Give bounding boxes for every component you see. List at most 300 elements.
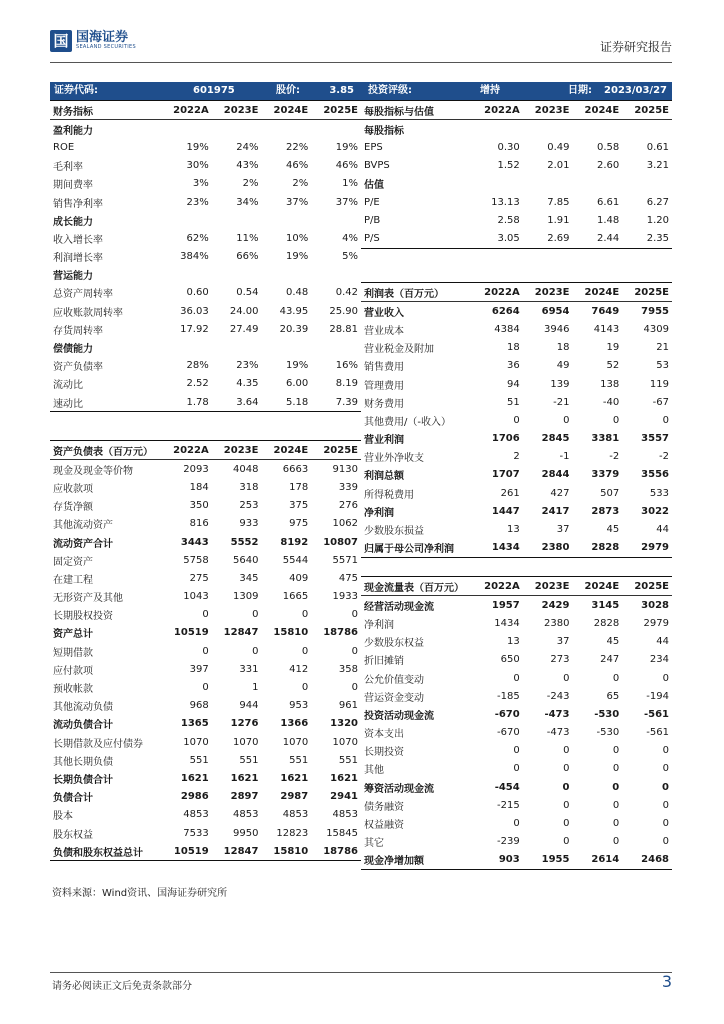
row-label: 成长能力 (53, 216, 93, 228)
cell-value: 18 (556, 342, 570, 354)
cell-value: 0 (662, 799, 669, 811)
table-row (50, 393, 361, 412)
cell-value: 30% (186, 160, 209, 172)
report-type: 证券研究报告 (599, 40, 672, 54)
cell-value: 0 (351, 682, 358, 694)
cell-value: 3443 (180, 536, 209, 548)
cell-value: 49 (556, 360, 570, 372)
table-row (50, 229, 361, 247)
cell-value: 24.00 (229, 305, 259, 317)
row-label: P/E (364, 196, 380, 208)
cell-value: 46% (335, 160, 358, 172)
table-row (50, 751, 361, 769)
row-label: 流动资产合计 (53, 538, 113, 550)
table-title: 资产负债表（百万元） (50, 441, 162, 460)
cell-value: 138 (600, 378, 620, 390)
row-label: 现金及现金等价物 (53, 465, 133, 477)
table-row (361, 633, 672, 651)
code-value: 601975 (193, 85, 235, 96)
cell-value: 2.58 (497, 214, 520, 226)
cell-value: 2897 (230, 791, 259, 803)
cell-value: 13 (506, 636, 520, 648)
table-row (50, 284, 361, 302)
cell-value: -530 (596, 727, 620, 739)
cell-value: 37% (335, 196, 358, 208)
cell-value: 944 (239, 700, 259, 712)
row-label: 长期借款及应付债券 (53, 738, 143, 750)
cell-value: 409 (289, 572, 309, 584)
cell-value: 3145 (591, 599, 620, 611)
table-row (361, 466, 672, 484)
table-row (361, 851, 672, 870)
cell-value: 1062 (332, 518, 358, 530)
table-row (50, 460, 361, 479)
cell-value: 0 (301, 682, 309, 694)
table-row (361, 814, 672, 832)
table-row (50, 824, 361, 842)
cell-value: 3946 (544, 323, 570, 335)
cell-value: 1043 (183, 591, 209, 603)
table-header-row (50, 101, 361, 120)
table-row (50, 375, 361, 393)
cell-value (162, 120, 212, 139)
cell-value: -561 (646, 727, 669, 739)
cell-value: 4% (342, 232, 358, 244)
table-title: 现金流量表（百万元） (361, 577, 473, 596)
column-header: 2023E (212, 441, 262, 460)
cell-value: -473 (544, 708, 570, 720)
table-header-row (50, 441, 361, 460)
cell-value (212, 338, 262, 356)
cell-value: -670 (494, 708, 520, 720)
row-label: 负债和股东权益总计 (50, 842, 162, 861)
cell-value: 0 (563, 836, 570, 848)
row-label: 营运资金变动 (364, 692, 424, 704)
cell-value: 412 (289, 663, 309, 675)
cell-value: 961 (338, 700, 358, 712)
cell-value: 9950 (233, 827, 259, 839)
cell-value: 28% (186, 360, 209, 372)
row-label: 资产负债率 (53, 362, 103, 374)
table-row (361, 229, 672, 248)
cell-value: 0 (612, 781, 620, 793)
row-label: 收入增长率 (53, 234, 103, 246)
cell-value: 65 (606, 690, 620, 702)
table-row (50, 569, 361, 587)
table-row (361, 687, 672, 705)
cell-value: 0 (562, 781, 570, 793)
cell-value: 3556 (641, 469, 669, 481)
cell-value: 28.81 (329, 323, 358, 335)
table-row (361, 724, 672, 742)
cell-value: 2614 (572, 851, 622, 870)
table-row (361, 705, 672, 723)
cell-value: 45 (606, 636, 620, 648)
cell-value: 24% (236, 141, 259, 153)
row-label: 存货周转率 (53, 325, 103, 337)
column-header: 2024E (572, 283, 622, 302)
cell-value: 234 (649, 654, 669, 666)
cell-value: 19 (606, 342, 620, 354)
cell-value: 1365 (180, 718, 209, 730)
cell-value: 1957 (491, 599, 520, 611)
cell-value: 0 (612, 818, 620, 830)
table-row (361, 651, 672, 669)
cell-value: 650 (500, 654, 520, 666)
table-row (361, 520, 672, 538)
code-label: 证券代码: (54, 85, 98, 96)
cell-value: 0.30 (497, 141, 520, 153)
cell-value: 318 (239, 481, 259, 493)
cell-value: 2% (292, 178, 309, 190)
cell-value: 2.01 (547, 160, 570, 172)
row-label: 销售净利率 (53, 198, 103, 210)
cell-value: 139 (550, 378, 570, 390)
table-row (50, 248, 361, 266)
cell-value: -530 (594, 708, 620, 720)
cell-value: 0 (513, 414, 520, 426)
cell-value: 0 (351, 645, 358, 657)
cell-value: 2979 (622, 539, 672, 558)
row-label: 其他流动资产 (53, 520, 113, 532)
cell-value: 953 (289, 700, 309, 712)
cell-value: 36 (506, 360, 520, 372)
cell-value: 0 (662, 836, 669, 848)
cell-value: 3028 (641, 599, 669, 611)
cell-value: 551 (338, 754, 358, 766)
cell-value: 43% (236, 160, 259, 172)
row-label: 盈利能力 (53, 125, 93, 137)
cell-value: 12823 (276, 827, 309, 839)
row-label: 营业收入 (364, 307, 404, 319)
table-row (361, 193, 672, 211)
cell-value (162, 266, 212, 284)
cell-value: 1366 (280, 718, 309, 730)
cell-value (311, 266, 361, 284)
column-header: 2022A (162, 441, 212, 460)
row-label: 负债合计 (53, 793, 93, 805)
table-row (50, 193, 361, 211)
cell-value: 1621 (280, 772, 309, 784)
row-label: 投资活动现金流 (364, 710, 434, 722)
cell-value: 21 (656, 342, 669, 354)
footer-disclaimer: 请务必阅读正文后免责条款部分 (52, 981, 192, 992)
row-label: EPS (364, 141, 383, 153)
cell-value: 4048 (233, 463, 259, 475)
cell-value: 7.85 (547, 196, 570, 208)
table-row (50, 357, 361, 375)
cell-value: 3.21 (646, 160, 669, 172)
cell-value (311, 211, 361, 229)
cell-value: 12847 (223, 627, 259, 639)
cell-value: 5.18 (261, 393, 311, 412)
cell-value: 0.54 (236, 287, 259, 299)
table-row (361, 120, 672, 139)
column-header: 2025E (622, 101, 672, 120)
table-row (50, 211, 361, 229)
column-header: 2024E (572, 101, 622, 120)
row-label: 应收款项 (53, 483, 93, 495)
table-title: 财务指标 (50, 101, 162, 120)
cell-value: 5552 (230, 536, 259, 548)
price-value: 3.85 (329, 85, 354, 96)
cell-value: 45 (606, 524, 620, 536)
table-row (361, 484, 672, 502)
page-header (50, 30, 672, 58)
cell-value: 4.35 (236, 378, 259, 390)
row-label: 少数股东权益 (364, 638, 424, 650)
table-row (361, 614, 672, 632)
table-row (50, 302, 361, 320)
cell-value: 6.27 (646, 196, 669, 208)
cell-value: -2 (609, 451, 620, 463)
cell-value: 0 (202, 645, 209, 657)
table-header-row (361, 283, 672, 302)
cell-value: 37 (556, 636, 570, 648)
table-row (361, 357, 672, 375)
table-row (50, 157, 361, 175)
column-header: 2022A (473, 577, 523, 596)
cell-value: 5% (342, 251, 358, 263)
cell-value: 968 (189, 700, 209, 712)
cell-value: 27.49 (229, 323, 259, 335)
table-row (50, 515, 361, 533)
table-row (50, 551, 361, 569)
table-row (50, 660, 361, 678)
right-income-table (361, 282, 672, 558)
logo-name: 国海证券 (76, 30, 129, 45)
cell-value: 36.03 (180, 305, 209, 317)
cell-value: 2979 (643, 617, 669, 629)
row-label: 长期股权投资 (53, 611, 113, 623)
row-label: 无形资产及其他 (53, 593, 123, 605)
rating-label: 投资评级: (368, 85, 412, 96)
cell-value: 1621 (330, 772, 358, 784)
row-label: 筹资活动现金流 (364, 783, 434, 795)
row-label: 短期借款 (53, 647, 93, 659)
cell-value: 551 (239, 754, 259, 766)
cell-value: 0 (252, 609, 259, 621)
cell-value: 6.00 (285, 378, 309, 390)
row-label: 净利润 (364, 619, 394, 631)
cell-value: 1.52 (497, 160, 520, 172)
cell-value: 0.48 (285, 287, 309, 299)
cell-value: 275 (189, 572, 209, 584)
cell-value (261, 338, 311, 356)
price-label: 股价: (276, 85, 300, 96)
row-label: 流动比 (53, 380, 83, 392)
cell-value: 0 (612, 745, 620, 757)
cell-value: 0 (301, 609, 309, 621)
cell-value: 0.60 (186, 287, 209, 299)
column-header: 2025E (311, 101, 361, 120)
cell-value: 6.61 (596, 196, 620, 208)
table-row (361, 157, 672, 175)
cell-value: 94 (506, 378, 520, 390)
row-label: 少数股东损益 (364, 526, 424, 538)
column-header: 2023E (212, 101, 262, 120)
row-label: 长期负债合计 (53, 774, 113, 786)
cell-value (572, 175, 622, 193)
row-label: 其它 (364, 838, 384, 850)
cell-value: -1 (559, 451, 570, 463)
cell-value: 3.64 (212, 393, 262, 412)
table-row (361, 539, 672, 558)
cell-value: 19% (186, 141, 209, 153)
cell-value: 7.39 (311, 393, 361, 412)
cell-value: -561 (643, 708, 669, 720)
cell-value: -215 (497, 799, 520, 811)
cell-value: 17.92 (180, 323, 209, 335)
cell-value: 184 (189, 481, 209, 493)
cell-value: 15810 (273, 627, 309, 639)
cell-value: 3.05 (473, 229, 523, 248)
table-row (361, 375, 672, 393)
cell-value (212, 266, 262, 284)
cell-value: 22% (285, 141, 309, 153)
table-row (50, 624, 361, 642)
cell-value: 19% (285, 360, 309, 372)
row-label: 总资产周转率 (53, 289, 113, 301)
table-row (50, 733, 361, 751)
cell-value: 533 (649, 487, 669, 499)
cell-value: -67 (652, 396, 669, 408)
right-cashflow-table (361, 576, 672, 870)
cell-value: 4853 (233, 809, 259, 821)
row-label: 资本支出 (364, 729, 404, 741)
cell-value: 2 (513, 451, 520, 463)
row-label: 债务融资 (364, 801, 404, 813)
cell-value: 345 (239, 572, 259, 584)
cell-value: 1070 (332, 736, 358, 748)
cell-value: 10519 (173, 627, 209, 639)
table-row (361, 596, 672, 615)
header-divider (50, 62, 672, 63)
cell-value: 1933 (332, 591, 358, 603)
cell-value: 119 (649, 378, 669, 390)
row-label: 每股指标 (364, 125, 404, 137)
cell-value: 1276 (230, 718, 259, 730)
table-row (50, 697, 361, 715)
cell-value: 350 (189, 500, 209, 512)
cell-value: 10519 (162, 842, 212, 861)
cell-value: 44 (656, 636, 669, 648)
cell-value: 2380 (544, 617, 570, 629)
cell-value: 0 (202, 682, 209, 694)
cell-value (311, 338, 361, 356)
cell-value: 2.52 (186, 378, 209, 390)
cell-value: 1.48 (596, 214, 620, 226)
row-label: 折旧摊销 (364, 656, 404, 668)
cell-value: 253 (239, 500, 259, 512)
cell-value: 6954 (541, 305, 570, 317)
cell-value: 0 (563, 818, 570, 830)
cell-value: 384% (180, 251, 209, 263)
cell-value: 397 (189, 663, 209, 675)
footer-divider (50, 972, 672, 973)
table-row (361, 320, 672, 338)
sealand-logo (50, 30, 136, 52)
cell-value: 975 (289, 518, 309, 530)
cell-value: 3379 (591, 469, 620, 481)
cell-value: 0 (662, 745, 669, 757)
cell-value: 18786 (323, 627, 358, 639)
date-value: 2023/03/27 (604, 85, 667, 96)
cell-value: 0 (662, 818, 669, 830)
cell-value: -40 (602, 396, 620, 408)
cell-value: 551 (289, 754, 309, 766)
table-row (361, 669, 672, 687)
cell-value (162, 211, 212, 229)
row-label: 存货净额 (53, 502, 93, 514)
table-header-row (361, 577, 672, 596)
cell-value: 10807 (323, 536, 358, 548)
cell-value: 2.44 (572, 229, 622, 248)
table-row (50, 588, 361, 606)
cell-value: 1.91 (547, 214, 570, 226)
cell-value: 0 (662, 672, 669, 684)
cell-value: 0 (563, 799, 570, 811)
cell-value (473, 175, 523, 193)
cell-value: 0 (252, 645, 259, 657)
cell-value: 44 (656, 524, 669, 536)
column-header: 2023E (523, 283, 573, 302)
cell-value: 23% (186, 196, 209, 208)
cell-value: 0.61 (646, 141, 669, 153)
source-note: 资料来源：Wind资讯、国海证券研究所 (52, 888, 228, 899)
cell-value: 0 (612, 836, 620, 848)
cell-value: 5571 (332, 554, 358, 566)
left-balance-table (50, 440, 361, 861)
row-label: 其他 (364, 765, 384, 777)
cell-value: 53 (656, 360, 669, 372)
table-row (361, 760, 672, 778)
cell-value: 1320 (330, 718, 358, 730)
cell-value: 2.60 (596, 160, 620, 172)
cell-value: 3022 (641, 505, 669, 517)
cell-value: 15845 (326, 827, 358, 839)
cell-value: 0 (563, 672, 570, 684)
cell-value: 0 (662, 763, 669, 775)
cell-value: 62% (186, 232, 209, 244)
column-header: 2024E (572, 577, 622, 596)
table-row (50, 606, 361, 624)
cell-value: 1309 (233, 591, 259, 603)
cell-value: 34% (236, 196, 259, 208)
table-row (50, 533, 361, 551)
cell-value: 4853 (332, 809, 358, 821)
column-header: 2022A (162, 101, 212, 120)
rating-value: 增持 (480, 85, 500, 96)
cell-value (162, 338, 212, 356)
cell-value: 1706 (491, 433, 520, 445)
table-row (361, 742, 672, 760)
table-row (50, 788, 361, 806)
cell-value: 46% (285, 160, 309, 172)
table-row (361, 302, 672, 321)
row-label: 偿债能力 (53, 344, 93, 356)
page-number: 3 (661, 972, 672, 991)
cell-value: 0.49 (547, 141, 570, 153)
cell-value (523, 120, 573, 139)
cell-value: 13.13 (491, 196, 520, 208)
cell-value: 6264 (491, 305, 520, 317)
cell-value: 178 (289, 481, 309, 493)
cell-value: 9130 (332, 463, 358, 475)
date-label: 日期: (568, 85, 592, 96)
cell-value: 1070 (233, 736, 259, 748)
cell-value: 1707 (491, 469, 520, 481)
